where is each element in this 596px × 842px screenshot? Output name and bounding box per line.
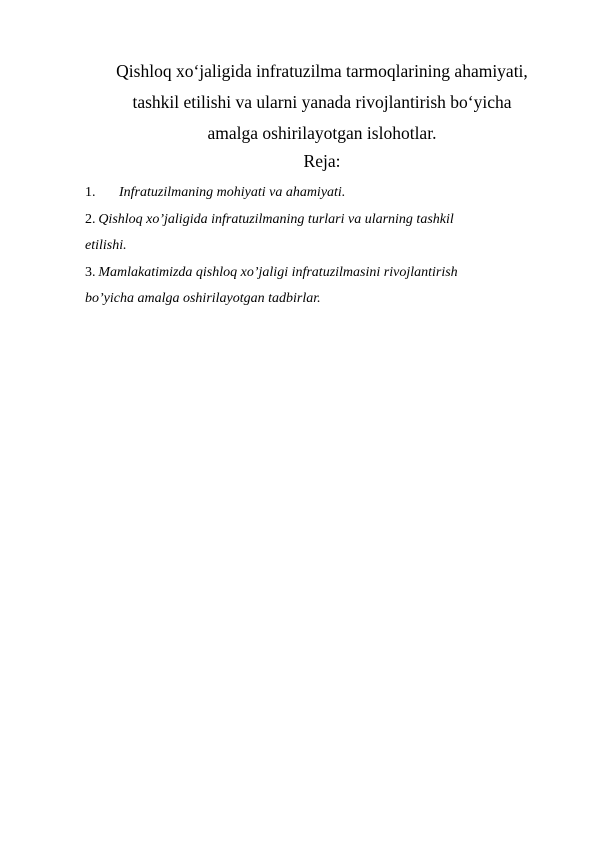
plan-item-text-continued: etilishi. — [85, 238, 127, 253]
plan-item-2 — [85, 207, 525, 260]
document-title — [80, 56, 564, 149]
plan-item-text: Mamlakatimizda qishloq xo’jaligi infratuzilmasini rivojlantirish — [98, 264, 458, 280]
plan-item-number: 1. — [85, 185, 96, 200]
plan-item-text: Qishloq xo’jaligida infratuzilmaning turlari va ularning tashkil — [98, 211, 454, 227]
title-line-3: amalga oshirilayotgan islohotlar. — [207, 123, 437, 143]
plan-heading: Reja: — [303, 151, 341, 171]
plan-item-text: Infratuzilmaning mohiyati va ahamiyati. — [119, 185, 346, 200]
plan-item-3 — [85, 260, 525, 313]
title-line-1: Qishloq xo‘jaligida infratuzilma tarmoqlarining ahamiyati, — [116, 61, 528, 81]
title-line-2: tashkil etilishi va ularni yanada rivojlantirish bo‘yicha — [132, 92, 512, 112]
plan-list — [85, 180, 525, 313]
plan-item-number: 2. — [85, 211, 96, 227]
plan-item-text-continued: bo’yicha amalga oshirilayotgan tadbirlar. — [85, 291, 321, 306]
plan-item-1 — [85, 180, 525, 207]
plan-item-number: 3. — [85, 264, 96, 280]
